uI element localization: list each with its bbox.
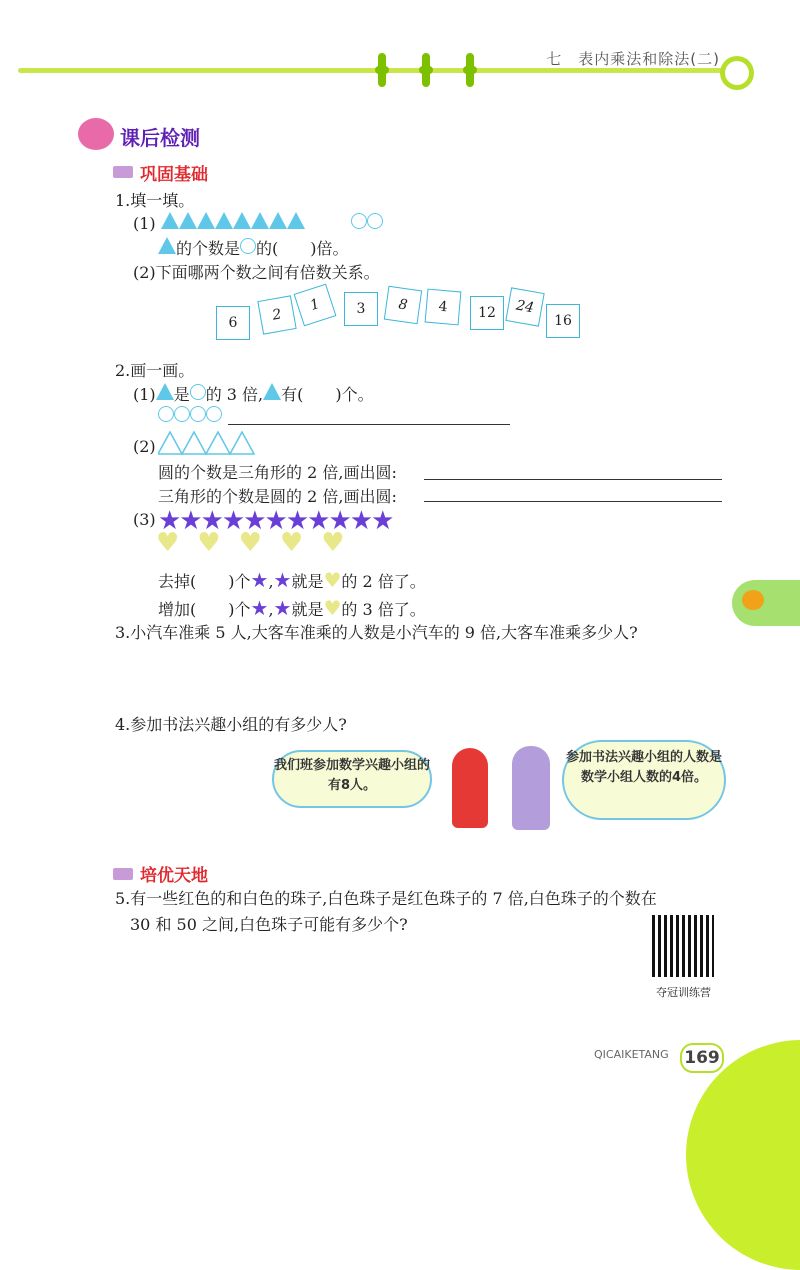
question-5-line2: 30 和 50 之间,白色珠子可能有多少个? <box>130 915 408 934</box>
star-icon: ★ <box>273 568 292 592</box>
number-card: 2 <box>257 295 296 334</box>
question-5-line1: 5.有一些红色的和白色的珠子,白色珠子是红色珠子的 7 倍,白色珠子的个数在 <box>115 889 657 908</box>
number-card: 1 <box>294 284 337 327</box>
answer-line[interactable] <box>424 500 722 502</box>
number-card: 8 <box>384 286 422 324</box>
qr-code[interactable] <box>652 915 714 977</box>
triangle-icon <box>161 212 179 229</box>
triangle-row <box>161 214 305 233</box>
heart-icon: ♥ <box>323 596 342 620</box>
question-3: 3.小汽车准乘 5 人,大客车准乘的人数是小汽车的 9 倍,大客车准乘多少人? <box>115 623 638 642</box>
answer-line[interactable] <box>228 423 510 425</box>
chapter-badge-icon <box>720 56 754 90</box>
star-row: ★★★★★★★★★★★ <box>158 506 393 536</box>
star-icon: ★ <box>250 596 269 620</box>
number-card: 24 <box>505 287 544 326</box>
triangle-icon <box>197 212 215 229</box>
number-card: 12 <box>470 296 504 330</box>
number-card: 6 <box>216 306 250 340</box>
triangle-icon <box>215 212 233 229</box>
question-2-title: 2.画一画。 <box>115 361 195 380</box>
girl-illustration <box>512 746 550 830</box>
chapter-title: 七 表内乘法和除法(二) <box>546 50 720 68</box>
q1-part1-sentence <box>158 236 349 259</box>
q1-text-a: 的个数是 <box>176 239 241 258</box>
q2-part3-label: (3) <box>133 510 156 529</box>
triangle-icon <box>158 237 176 254</box>
q1-part1-label: (1) <box>133 214 156 233</box>
q1-part1-row <box>133 212 383 233</box>
outline-triangles <box>158 430 268 456</box>
triangle-icon <box>233 212 251 229</box>
binder-pin <box>466 53 474 87</box>
triangle-icon <box>287 212 305 229</box>
speech-bubble-left: 我们班参加数学兴趣小组的有8人。 <box>272 750 432 808</box>
q1-text-b: 的( )倍。 <box>256 239 349 258</box>
triangle-icon <box>269 212 287 229</box>
circle-icon <box>190 384 206 400</box>
subsection-title: 巩固基础 <box>140 165 208 185</box>
speech-bubble-right: 参加书法兴趣小组的人数是数学小组人数的4倍。 <box>562 740 726 820</box>
circle-icon <box>367 213 383 229</box>
triangle-icon <box>251 212 269 229</box>
binder-pin <box>378 53 386 87</box>
number-card: 16 <box>546 304 580 338</box>
triangle-icon <box>263 383 281 400</box>
heart-row: ♥♥♥♥♥ <box>156 528 363 558</box>
question-1-title: 1.填一填。 <box>115 191 195 210</box>
pencil-icon <box>113 868 133 880</box>
pencil-icon <box>113 166 133 178</box>
q1-part2: (2)下面哪两个数之间有倍数关系。 <box>133 263 380 282</box>
q2-part3-line1: 去掉( )个★,★就是♥的 2 倍了。 <box>158 568 426 592</box>
qr-caption: 夺冠训练营 <box>656 986 711 999</box>
mascot-icon <box>78 118 114 150</box>
page-number: 169 <box>680 1043 724 1073</box>
fish-icon <box>742 590 764 610</box>
circle-icon <box>351 213 367 229</box>
number-card: 3 <box>344 292 378 326</box>
q2-part1: (1) 是 的 3 倍, 有( )个。 <box>133 385 374 404</box>
binder-pin <box>422 53 430 87</box>
circle-row <box>158 406 222 426</box>
triangle-icon <box>156 383 174 400</box>
q2-part2-line1: 圆的个数是三角形的 2 倍,画出圆: <box>158 463 397 482</box>
q2-part2-line2: 三角形的个数是圆的 2 倍,画出圆: <box>158 487 397 506</box>
heart-icon: ♥ <box>323 568 342 592</box>
girl-illustration <box>452 748 488 828</box>
subsection-title: 培优天地 <box>140 866 208 886</box>
answer-line[interactable] <box>424 478 722 480</box>
brand-text: QICAIKETANG <box>594 1048 669 1061</box>
triangle-icon <box>179 212 197 229</box>
q2-part2-row: (2) <box>133 432 183 456</box>
circle-icon <box>240 238 256 254</box>
star-icon: ★ <box>273 596 292 620</box>
q2-part3-line2: 增加( )个★,★就是♥的 3 倍了。 <box>158 596 426 620</box>
question-4: 4.参加书法兴趣小组的有多少人? <box>115 715 347 734</box>
number-card: 4 <box>425 289 462 326</box>
corner-decoration <box>686 1040 800 1270</box>
section-title: 课后检测 <box>120 126 200 150</box>
star-icon: ★ <box>250 568 269 592</box>
